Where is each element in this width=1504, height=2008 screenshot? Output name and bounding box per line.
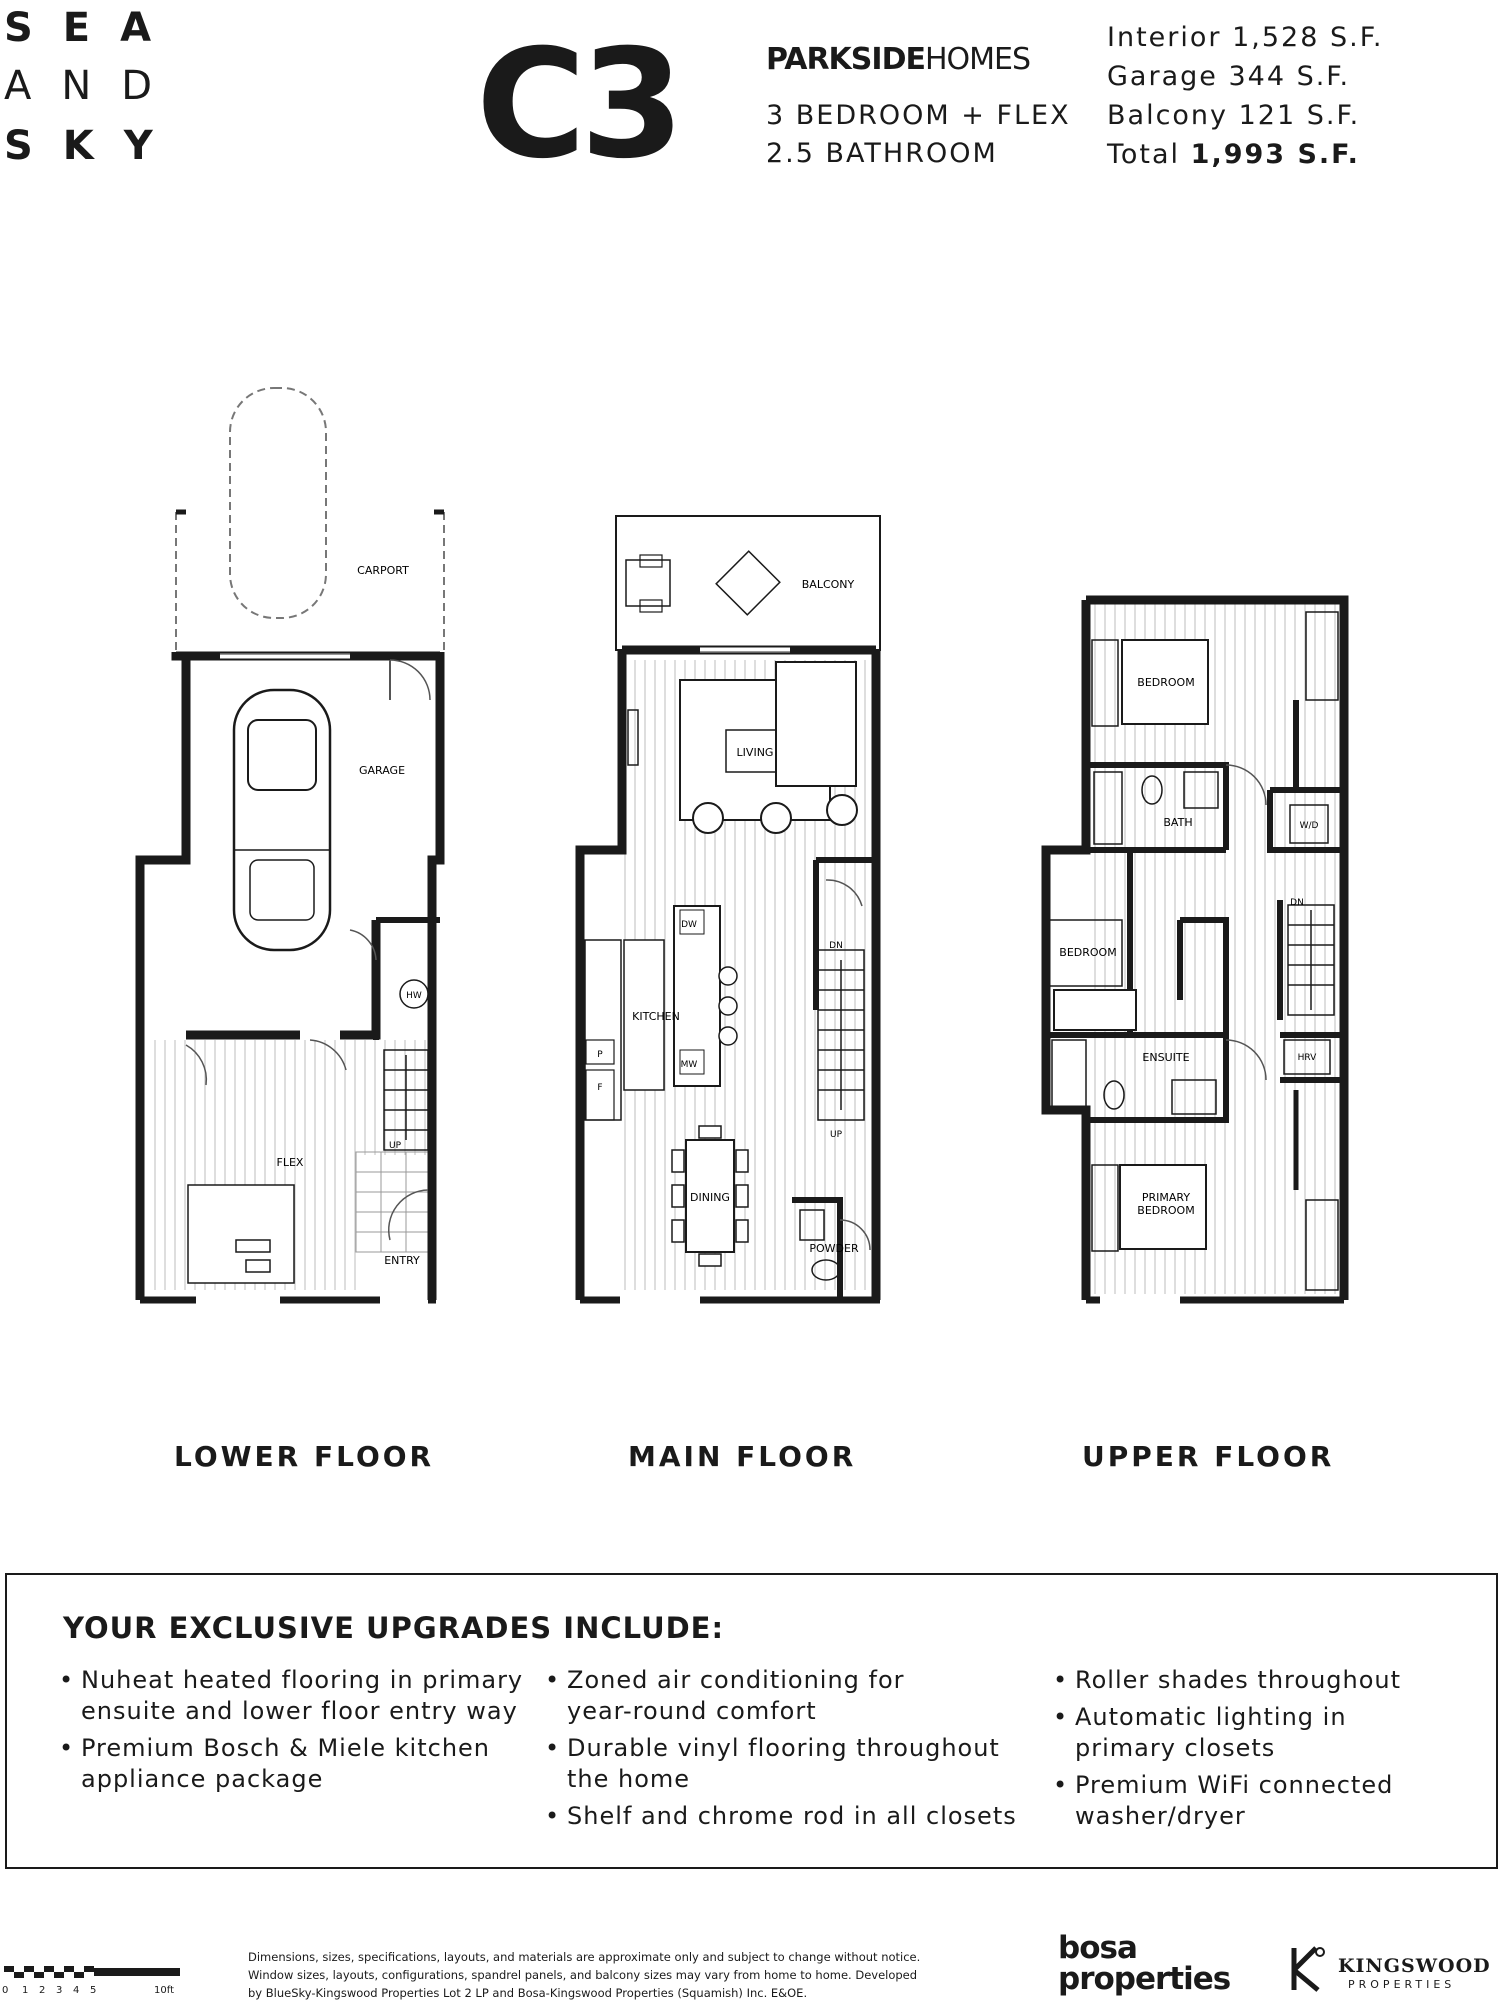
room-label-bedroom: BEDROOM <box>1137 676 1195 689</box>
upgrade-line: Zoned air conditioning for <box>567 1666 905 1694</box>
garage-car <box>234 690 330 950</box>
area-label: Garage <box>1107 61 1218 92</box>
room-label-dn: DN <box>1290 898 1304 908</box>
scale-tick: 3 <box>56 1985 63 1996</box>
upgrade-line: Premium WiFi connected <box>1075 1771 1394 1799</box>
room-label-primary-bedroom: BEDROOM <box>1137 1204 1195 1217</box>
upgrade-line: the home <box>567 1765 691 1793</box>
scale-tick: 5 <box>90 1985 97 1996</box>
room-label-carport: CARPORT <box>357 564 409 577</box>
room-label-dining: DINING <box>690 1191 730 1204</box>
upgrade-line: Durable vinyl flooring throughout <box>567 1734 1000 1762</box>
kingswood-logo-sub: PROPERTIES <box>1348 1978 1456 1991</box>
scale-tick: 1 <box>22 1985 29 1996</box>
room-label-p: P <box>597 1050 603 1060</box>
upgrade-item: • Automatic lighting in primary closets <box>1053 1703 1347 1762</box>
bosa-properties-logo <box>1058 1930 1231 1997</box>
room-label-flex: FLEX <box>276 1156 304 1169</box>
area-label: Interior <box>1107 22 1222 53</box>
brand-bold: PARKSIDE <box>766 42 925 77</box>
scale-tick: 0 <box>2 1985 9 1996</box>
room-label-ensuite: ENSUITE <box>1142 1051 1190 1064</box>
bosa-logo-line: properties <box>1058 1961 1231 1997</box>
room-label-dw: DW <box>681 920 697 930</box>
upgrade-item: • Zoned air conditioning for year-round comfort <box>545 1666 905 1725</box>
upgrade-item: • Shelf and chrome rod in all closets <box>545 1802 1017 1830</box>
room-label-bedroom: BEDROOM <box>1059 946 1117 959</box>
upgrades-box <box>5 1573 1498 1869</box>
room-label-primary: PRIMARY <box>1141 1191 1191 1204</box>
room-label-living: LIVING <box>736 746 774 759</box>
area-value-total: 1,993 S.F. <box>1190 139 1360 170</box>
disclaimer-line: Dimensions, sizes, specifications, layouts, and materials are approximate only and subject to change without notice. <box>248 1950 921 1964</box>
upgrade-line: ensuite and lower floor entry way <box>81 1697 518 1725</box>
area-label: Total <box>1107 139 1181 170</box>
bedroom-count: 3 BEDROOM + FLEX <box>766 100 1071 131</box>
scale-tick: 4 <box>73 1985 80 1996</box>
upper-floor-plan <box>1046 600 1344 1300</box>
room-label-kitchen: KITCHEN <box>632 1010 680 1023</box>
upgrade-line: Nuheat heated flooring in primary <box>81 1666 524 1694</box>
kingswood-monogram-icon <box>1286 1944 1330 1994</box>
upgrade-line: Premium Bosch & Miele kitchen <box>81 1734 491 1762</box>
room-label-hw: HW <box>406 991 422 1001</box>
room-label-dn: DN <box>829 941 843 951</box>
room-label-wd: W/D <box>1299 821 1319 831</box>
upgrade-line: Roller shades throughout <box>1075 1666 1402 1694</box>
upgrades-column <box>545 1665 1017 1838</box>
lower-floor-plan <box>140 388 444 1300</box>
logo-line: SEA <box>4 5 182 51</box>
logo-line: AND <box>4 63 183 109</box>
upgrade-line: washer/dryer <box>1075 1802 1246 1830</box>
model-title: C3 <box>476 18 679 192</box>
disclaimer-line: Window sizes, layouts, configurations, spandrel panels, and balcony sizes may vary from home to home. Developed <box>248 1968 918 1982</box>
room-label-balcony: BALCONY <box>801 578 855 591</box>
room-label-bath: BATH <box>1163 816 1193 829</box>
upgrade-line: Shelf and chrome rod in all closets <box>567 1802 1017 1830</box>
upgrade-line: year-round comfort <box>567 1697 817 1725</box>
upgrade-item: • Nuheat heated flooring in primary ensuite and lower floor entry way <box>59 1666 524 1725</box>
bathroom-count: 2.5 BATHROOM <box>766 138 998 169</box>
scale-tick: 2 <box>39 1985 46 1996</box>
room-label-hrv: HRV <box>1297 1053 1317 1063</box>
room-label-powder: POWDER <box>809 1242 859 1255</box>
bosa-logo-line: bosa <box>1058 1930 1137 1966</box>
disclaimer <box>248 1948 1008 2002</box>
upgrade-line: Automatic lighting in <box>1075 1703 1347 1731</box>
carport-car-outline <box>230 388 326 618</box>
room-label-mw: MW <box>680 1060 698 1070</box>
upgrades-column <box>1053 1665 1401 1838</box>
scale-bar <box>4 1966 184 1986</box>
main-floor-plan <box>580 516 880 1300</box>
room-label-garage: GARAGE <box>358 764 406 777</box>
kingswood-logo-text: KINGSWOOD <box>1338 1955 1491 1977</box>
brand-regular: HOMES <box>924 42 1031 77</box>
upgrades-title: YOUR EXCLUSIVE UPGRADES INCLUDE: <box>63 1611 725 1645</box>
room-label-f: F <box>597 1083 603 1093</box>
upgrade-line: primary closets <box>1075 1734 1276 1762</box>
floor-label-lower: LOWER FLOOR <box>174 1440 435 1473</box>
floor-label-upper: UPPER FLOOR <box>1082 1440 1335 1473</box>
upgrade-item: • Roller shades throughout <box>1053 1666 1402 1694</box>
room-label-entry: ENTRY <box>384 1254 420 1267</box>
disclaimer-line: by BlueSky-Kingswood Properties Lot 2 LP and Bosa-Kingswood Properties (Squamish) Inc. E&OE. <box>248 1986 808 2000</box>
floor-label-main: MAIN FLOOR <box>628 1440 857 1473</box>
room-label-up: UP <box>388 1141 402 1151</box>
upgrade-line: appliance package <box>81 1765 324 1793</box>
area-value: 121 S.F. <box>1238 100 1361 131</box>
upgrade-item: • Premium Bosch & Miele kitchen appliance package <box>59 1734 491 1793</box>
upgrade-item: • Premium WiFi connected washer/dryer <box>1053 1771 1394 1830</box>
scale-end-label: 10ft <box>154 1985 174 1996</box>
area-value: 1,528 S.F. <box>1232 22 1384 53</box>
upgrade-item: • Durable vinyl flooring throughout the home <box>545 1734 1000 1793</box>
area-value: 344 S.F. <box>1228 61 1351 92</box>
room-label-up: UP <box>829 1130 843 1140</box>
logo-line: SKY <box>4 123 183 169</box>
upgrades-column <box>59 1665 523 1801</box>
area-label: Balcony <box>1107 100 1229 131</box>
